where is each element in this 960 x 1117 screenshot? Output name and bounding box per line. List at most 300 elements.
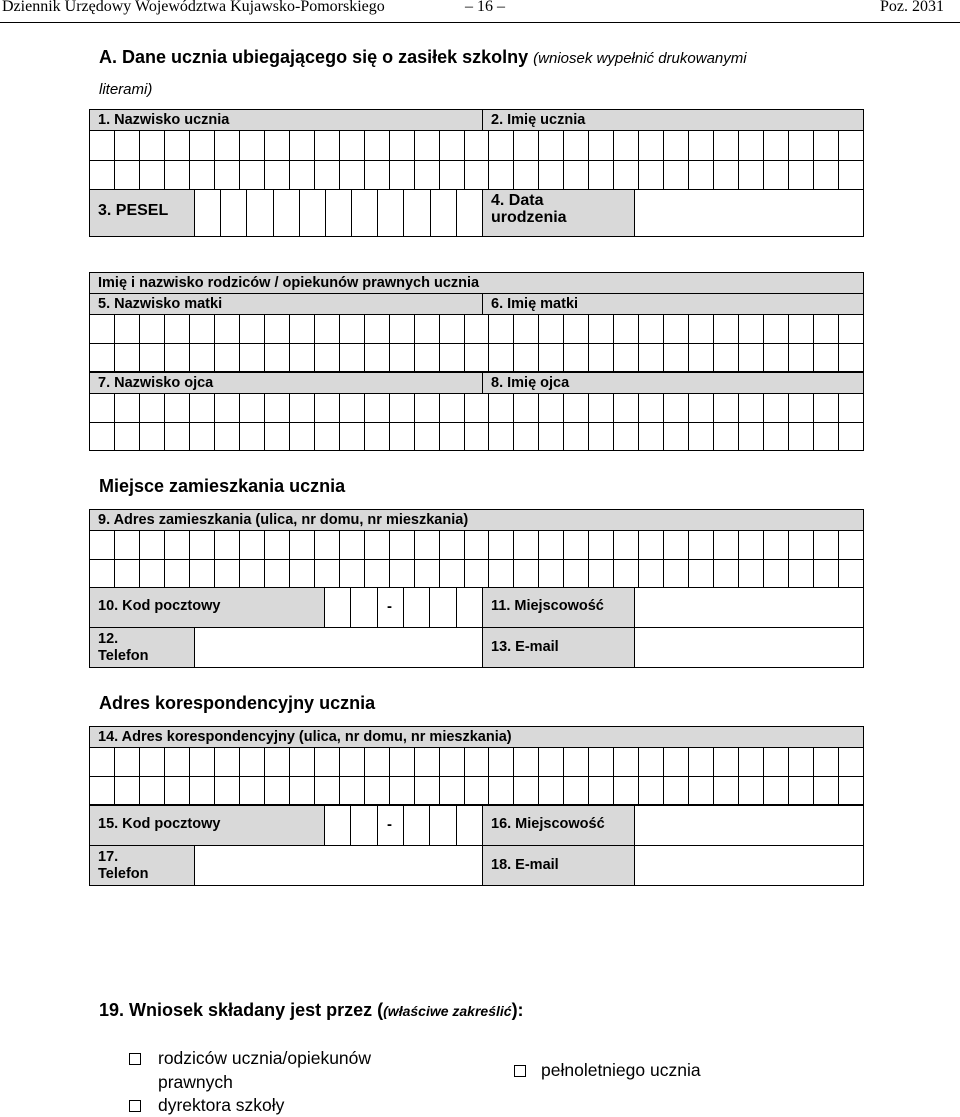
character-cell[interactable] xyxy=(564,315,589,344)
character-cell[interactable] xyxy=(839,777,864,806)
character-cell[interactable] xyxy=(514,777,539,806)
character-cell[interactable] xyxy=(215,531,240,560)
character-cell[interactable] xyxy=(664,560,689,589)
character-cell[interactable] xyxy=(315,748,340,777)
character-cell[interactable] xyxy=(689,131,714,161)
character-cell[interactable] xyxy=(115,394,140,423)
character-cell[interactable] xyxy=(689,394,714,423)
character-cell[interactable] xyxy=(325,588,351,628)
character-cell[interactable] xyxy=(415,161,440,191)
character-cell[interactable] xyxy=(190,560,215,589)
character-cell[interactable] xyxy=(714,131,739,161)
character-cell[interactable] xyxy=(240,748,265,777)
character-cell[interactable] xyxy=(90,748,115,777)
character-cell[interactable] xyxy=(689,315,714,344)
character-cell[interactable] xyxy=(215,748,240,777)
corr-phone-field[interactable] xyxy=(194,845,483,886)
character-cell[interactable] xyxy=(839,161,864,191)
character-cell[interactable] xyxy=(514,531,539,560)
character-cell[interactable] xyxy=(789,344,814,373)
character-cell[interactable] xyxy=(90,344,115,373)
character-cell[interactable] xyxy=(589,161,614,191)
character-cell[interactable] xyxy=(240,161,265,191)
character-cell[interactable] xyxy=(340,344,365,373)
character-cell[interactable] xyxy=(639,394,664,423)
character-cell[interactable] xyxy=(714,394,739,423)
character-cell[interactable] xyxy=(265,394,290,423)
character-cell[interactable] xyxy=(290,344,315,373)
character-cell[interactable] xyxy=(457,588,483,628)
character-cell[interactable] xyxy=(564,344,589,373)
character-cell[interactable] xyxy=(839,315,864,344)
character-cell[interactable] xyxy=(340,315,365,344)
character-cell[interactable] xyxy=(539,748,564,777)
character-cell[interactable] xyxy=(352,190,378,237)
character-cell[interactable] xyxy=(315,777,340,806)
character-cell[interactable] xyxy=(764,423,789,452)
character-cell[interactable] xyxy=(90,161,115,191)
character-cell[interactable] xyxy=(340,748,365,777)
character-cell[interactable] xyxy=(315,315,340,344)
father-name-grid[interactable] xyxy=(89,393,864,451)
character-cell[interactable] xyxy=(714,423,739,452)
character-cell[interactable] xyxy=(814,423,839,452)
character-cell[interactable] xyxy=(664,315,689,344)
corr-city-field[interactable] xyxy=(634,805,864,846)
character-cell[interactable] xyxy=(290,131,315,161)
character-cell[interactable] xyxy=(247,190,273,237)
character-cell[interactable] xyxy=(789,777,814,806)
character-cell[interactable] xyxy=(814,394,839,423)
character-cell[interactable] xyxy=(614,748,639,777)
character-cell[interactable] xyxy=(764,344,789,373)
character-cell[interactable] xyxy=(639,423,664,452)
character-cell[interactable] xyxy=(639,315,664,344)
character-cell[interactable] xyxy=(689,560,714,589)
character-cell[interactable] xyxy=(440,777,465,806)
character-cell[interactable] xyxy=(215,315,240,344)
character-cell[interactable] xyxy=(739,131,764,161)
character-cell[interactable] xyxy=(814,344,839,373)
character-cell[interactable] xyxy=(689,344,714,373)
mother-name-grid[interactable] xyxy=(89,314,864,372)
character-cell[interactable] xyxy=(430,806,456,846)
character-cell[interactable] xyxy=(465,344,490,373)
character-cell[interactable] xyxy=(165,560,190,589)
character-cell[interactable] xyxy=(240,560,265,589)
character-cell[interactable] xyxy=(365,394,390,423)
character-cell[interactable] xyxy=(215,161,240,191)
correspondence-address-grid[interactable] xyxy=(89,747,864,805)
character-cell[interactable] xyxy=(390,560,415,589)
checkbox-principal[interactable] xyxy=(129,1100,141,1112)
character-cell[interactable] xyxy=(115,423,140,452)
character-cell[interactable] xyxy=(140,315,165,344)
character-cell[interactable] xyxy=(614,161,639,191)
character-cell[interactable] xyxy=(714,161,739,191)
character-cell[interactable] xyxy=(465,423,490,452)
character-cell[interactable] xyxy=(431,190,457,237)
character-cell[interactable] xyxy=(195,190,221,237)
character-cell[interactable] xyxy=(489,748,514,777)
character-cell[interactable] xyxy=(315,423,340,452)
character-cell[interactable] xyxy=(539,560,564,589)
character-cell[interactable] xyxy=(265,531,290,560)
character-cell[interactable] xyxy=(315,161,340,191)
character-cell[interactable] xyxy=(265,748,290,777)
character-cell[interactable] xyxy=(739,423,764,452)
character-cell[interactable] xyxy=(115,748,140,777)
character-cell[interactable] xyxy=(90,423,115,452)
character-cell[interactable] xyxy=(340,560,365,589)
character-cell[interactable] xyxy=(639,748,664,777)
character-cell[interactable] xyxy=(465,560,490,589)
character-cell[interactable] xyxy=(165,161,190,191)
character-cell[interactable] xyxy=(115,531,140,560)
corr-postal-code-grid[interactable] xyxy=(324,805,483,846)
character-cell[interactable] xyxy=(240,394,265,423)
character-cell[interactable] xyxy=(839,344,864,373)
character-cell[interactable] xyxy=(440,394,465,423)
character-cell[interactable] xyxy=(664,131,689,161)
character-cell[interactable] xyxy=(814,531,839,560)
character-cell[interactable] xyxy=(639,131,664,161)
character-cell[interactable] xyxy=(465,531,490,560)
character-cell[interactable] xyxy=(489,531,514,560)
character-cell[interactable] xyxy=(165,344,190,373)
character-cell[interactable] xyxy=(689,161,714,191)
character-cell[interactable] xyxy=(789,161,814,191)
character-cell[interactable] xyxy=(839,531,864,560)
character-cell[interactable] xyxy=(115,315,140,344)
character-cell[interactable] xyxy=(190,531,215,560)
checkbox-adult-student[interactable] xyxy=(514,1065,526,1077)
character-cell[interactable] xyxy=(614,131,639,161)
character-cell[interactable] xyxy=(539,131,564,161)
character-cell[interactable] xyxy=(839,131,864,161)
character-cell[interactable] xyxy=(315,560,340,589)
character-cell[interactable] xyxy=(764,315,789,344)
character-cell[interactable] xyxy=(325,806,351,846)
character-cell[interactable] xyxy=(404,588,430,628)
email-field[interactable] xyxy=(634,627,864,668)
character-cell[interactable] xyxy=(664,423,689,452)
character-cell[interactable] xyxy=(614,531,639,560)
character-cell[interactable] xyxy=(415,560,440,589)
character-cell[interactable] xyxy=(689,748,714,777)
phone-field[interactable] xyxy=(194,627,483,668)
character-cell[interactable] xyxy=(115,560,140,589)
character-cell[interactable] xyxy=(514,161,539,191)
character-cell[interactable] xyxy=(465,131,490,161)
character-cell[interactable] xyxy=(365,344,390,373)
character-cell[interactable] xyxy=(440,531,465,560)
character-cell[interactable] xyxy=(415,777,440,806)
character-cell[interactable] xyxy=(539,394,564,423)
character-cell[interactable] xyxy=(290,315,315,344)
character-cell[interactable] xyxy=(589,394,614,423)
character-cell[interactable] xyxy=(589,777,614,806)
character-cell[interactable] xyxy=(240,131,265,161)
character-cell[interactable] xyxy=(814,131,839,161)
character-cell[interactable] xyxy=(165,531,190,560)
character-cell[interactable] xyxy=(564,131,589,161)
character-cell[interactable] xyxy=(564,531,589,560)
character-cell[interactable] xyxy=(839,423,864,452)
character-cell[interactable] xyxy=(415,344,440,373)
character-cell[interactable] xyxy=(140,560,165,589)
character-cell[interactable] xyxy=(614,344,639,373)
character-cell[interactable] xyxy=(814,777,839,806)
character-cell[interactable] xyxy=(215,560,240,589)
character-cell[interactable] xyxy=(465,777,490,806)
character-cell[interactable] xyxy=(290,531,315,560)
character-cell[interactable] xyxy=(839,394,864,423)
character-cell[interactable] xyxy=(390,748,415,777)
character-cell[interactable] xyxy=(440,161,465,191)
character-cell[interactable] xyxy=(764,394,789,423)
character-cell[interactable] xyxy=(514,344,539,373)
character-cell[interactable] xyxy=(589,560,614,589)
character-cell[interactable] xyxy=(290,748,315,777)
character-cell[interactable] xyxy=(539,531,564,560)
character-cell[interactable] xyxy=(165,423,190,452)
character-cell[interactable] xyxy=(140,748,165,777)
character-cell[interactable] xyxy=(290,161,315,191)
character-cell[interactable] xyxy=(614,394,639,423)
character-cell[interactable] xyxy=(90,315,115,344)
character-cell[interactable] xyxy=(265,131,290,161)
character-cell[interactable] xyxy=(514,560,539,589)
character-cell[interactable] xyxy=(240,315,265,344)
character-cell[interactable] xyxy=(90,531,115,560)
character-cell[interactable] xyxy=(764,560,789,589)
character-cell[interactable] xyxy=(415,748,440,777)
city-field[interactable] xyxy=(634,587,864,628)
character-cell[interactable] xyxy=(589,315,614,344)
character-cell[interactable] xyxy=(290,423,315,452)
character-cell[interactable] xyxy=(326,190,352,237)
character-cell[interactable] xyxy=(739,394,764,423)
character-cell[interactable] xyxy=(415,315,440,344)
character-cell[interactable] xyxy=(739,344,764,373)
character-cell[interactable] xyxy=(115,777,140,806)
character-cell[interactable] xyxy=(240,531,265,560)
character-cell[interactable] xyxy=(404,190,430,237)
character-cell[interactable] xyxy=(664,161,689,191)
character-cell[interactable] xyxy=(764,748,789,777)
character-cell[interactable] xyxy=(290,394,315,423)
character-cell[interactable] xyxy=(190,748,215,777)
character-cell[interactable] xyxy=(240,423,265,452)
character-cell[interactable] xyxy=(839,560,864,589)
character-cell[interactable] xyxy=(614,423,639,452)
character-cell[interactable] xyxy=(140,423,165,452)
character-cell[interactable] xyxy=(789,423,814,452)
character-cell[interactable] xyxy=(440,344,465,373)
character-cell[interactable] xyxy=(789,531,814,560)
character-cell[interactable] xyxy=(140,344,165,373)
character-cell[interactable] xyxy=(739,161,764,191)
character-cell[interactable] xyxy=(789,560,814,589)
character-cell[interactable] xyxy=(390,344,415,373)
character-cell[interactable] xyxy=(589,531,614,560)
character-cell[interactable] xyxy=(814,315,839,344)
character-cell[interactable] xyxy=(340,394,365,423)
character-cell[interactable] xyxy=(539,315,564,344)
character-cell[interactable] xyxy=(215,131,240,161)
character-cell[interactable] xyxy=(764,777,789,806)
character-cell[interactable] xyxy=(489,777,514,806)
character-cell[interactable] xyxy=(639,344,664,373)
character-cell[interactable] xyxy=(739,560,764,589)
character-cell[interactable] xyxy=(365,777,390,806)
character-cell[interactable] xyxy=(390,777,415,806)
character-cell[interactable] xyxy=(440,131,465,161)
character-cell[interactable] xyxy=(240,777,265,806)
character-cell[interactable] xyxy=(639,560,664,589)
character-cell[interactable] xyxy=(365,560,390,589)
character-cell[interactable] xyxy=(589,423,614,452)
character-cell[interactable] xyxy=(440,315,465,344)
character-cell[interactable] xyxy=(415,531,440,560)
character-cell[interactable] xyxy=(764,161,789,191)
postal-code-grid[interactable] xyxy=(324,587,483,628)
character-cell[interactable] xyxy=(365,315,390,344)
character-cell[interactable] xyxy=(465,315,490,344)
character-cell[interactable] xyxy=(440,748,465,777)
character-cell[interactable] xyxy=(614,777,639,806)
character-cell[interactable] xyxy=(664,777,689,806)
character-cell[interactable] xyxy=(265,315,290,344)
character-cell[interactable] xyxy=(390,131,415,161)
character-cell[interactable] xyxy=(340,531,365,560)
character-cell[interactable] xyxy=(390,531,415,560)
character-cell[interactable] xyxy=(265,777,290,806)
character-cell[interactable] xyxy=(215,394,240,423)
character-cell[interactable] xyxy=(265,161,290,191)
character-cell[interactable] xyxy=(465,748,490,777)
character-cell[interactable] xyxy=(190,315,215,344)
character-cell[interactable] xyxy=(215,777,240,806)
character-cell[interactable] xyxy=(564,161,589,191)
character-cell[interactable] xyxy=(514,394,539,423)
character-cell[interactable] xyxy=(340,423,365,452)
character-cell[interactable] xyxy=(265,560,290,589)
character-cell[interactable] xyxy=(814,560,839,589)
character-cell[interactable] xyxy=(564,423,589,452)
character-cell[interactable] xyxy=(190,394,215,423)
character-cell[interactable] xyxy=(714,531,739,560)
character-cell[interactable] xyxy=(739,777,764,806)
character-cell[interactable] xyxy=(839,748,864,777)
character-cell[interactable] xyxy=(190,423,215,452)
character-cell[interactable] xyxy=(489,394,514,423)
character-cell[interactable] xyxy=(315,131,340,161)
character-cell[interactable] xyxy=(440,560,465,589)
character-cell[interactable] xyxy=(390,394,415,423)
character-cell[interactable] xyxy=(514,748,539,777)
character-cell[interactable] xyxy=(639,161,664,191)
character-cell[interactable] xyxy=(265,344,290,373)
character-cell[interactable] xyxy=(489,344,514,373)
character-cell[interactable] xyxy=(90,777,115,806)
character-cell[interactable] xyxy=(589,131,614,161)
character-cell[interactable] xyxy=(639,777,664,806)
character-cell[interactable] xyxy=(351,588,377,628)
character-cell[interactable] xyxy=(140,131,165,161)
character-cell[interactable] xyxy=(315,394,340,423)
character-cell[interactable] xyxy=(714,748,739,777)
character-cell[interactable] xyxy=(539,777,564,806)
character-cell[interactable] xyxy=(789,315,814,344)
character-cell[interactable] xyxy=(814,161,839,191)
character-cell[interactable] xyxy=(140,531,165,560)
residence-address-grid[interactable] xyxy=(89,530,864,588)
character-cell[interactable] xyxy=(165,777,190,806)
character-cell[interactable] xyxy=(404,806,430,846)
character-cell[interactable] xyxy=(140,161,165,191)
character-cell[interactable] xyxy=(489,161,514,191)
character-cell[interactable] xyxy=(190,344,215,373)
student-name-grid[interactable] xyxy=(89,130,864,190)
checkbox-parents[interactable] xyxy=(129,1053,141,1065)
character-cell[interactable] xyxy=(90,560,115,589)
character-cell[interactable] xyxy=(739,531,764,560)
character-cell[interactable] xyxy=(315,344,340,373)
character-cell[interactable] xyxy=(115,344,140,373)
character-cell[interactable] xyxy=(789,748,814,777)
character-cell[interactable] xyxy=(589,748,614,777)
character-cell[interactable] xyxy=(589,344,614,373)
character-cell[interactable] xyxy=(365,748,390,777)
character-cell[interactable] xyxy=(739,748,764,777)
character-cell[interactable] xyxy=(165,748,190,777)
character-cell[interactable] xyxy=(190,161,215,191)
character-cell[interactable] xyxy=(465,161,490,191)
character-cell[interactable] xyxy=(514,131,539,161)
character-cell[interactable] xyxy=(415,131,440,161)
character-cell[interactable] xyxy=(489,423,514,452)
character-cell[interactable] xyxy=(514,423,539,452)
character-cell[interactable] xyxy=(514,315,539,344)
character-cell[interactable] xyxy=(90,394,115,423)
character-cell[interactable] xyxy=(789,394,814,423)
character-cell[interactable] xyxy=(390,423,415,452)
character-cell[interactable] xyxy=(489,560,514,589)
character-cell[interactable] xyxy=(365,131,390,161)
character-cell[interactable] xyxy=(457,806,483,846)
character-cell[interactable] xyxy=(365,161,390,191)
character-cell[interactable] xyxy=(365,531,390,560)
character-cell[interactable] xyxy=(689,777,714,806)
character-cell[interactable] xyxy=(664,748,689,777)
character-cell[interactable] xyxy=(415,423,440,452)
character-cell[interactable] xyxy=(390,315,415,344)
character-cell[interactable] xyxy=(465,394,490,423)
character-cell[interactable] xyxy=(489,315,514,344)
character-cell[interactable] xyxy=(378,190,404,237)
character-cell[interactable] xyxy=(221,190,247,237)
character-cell[interactable] xyxy=(190,777,215,806)
character-cell[interactable] xyxy=(714,315,739,344)
character-cell[interactable] xyxy=(714,560,739,589)
character-cell[interactable] xyxy=(457,190,483,237)
character-cell[interactable] xyxy=(340,131,365,161)
character-cell[interactable] xyxy=(614,315,639,344)
character-cell[interactable] xyxy=(614,560,639,589)
birth-date-field[interactable] xyxy=(634,189,864,237)
